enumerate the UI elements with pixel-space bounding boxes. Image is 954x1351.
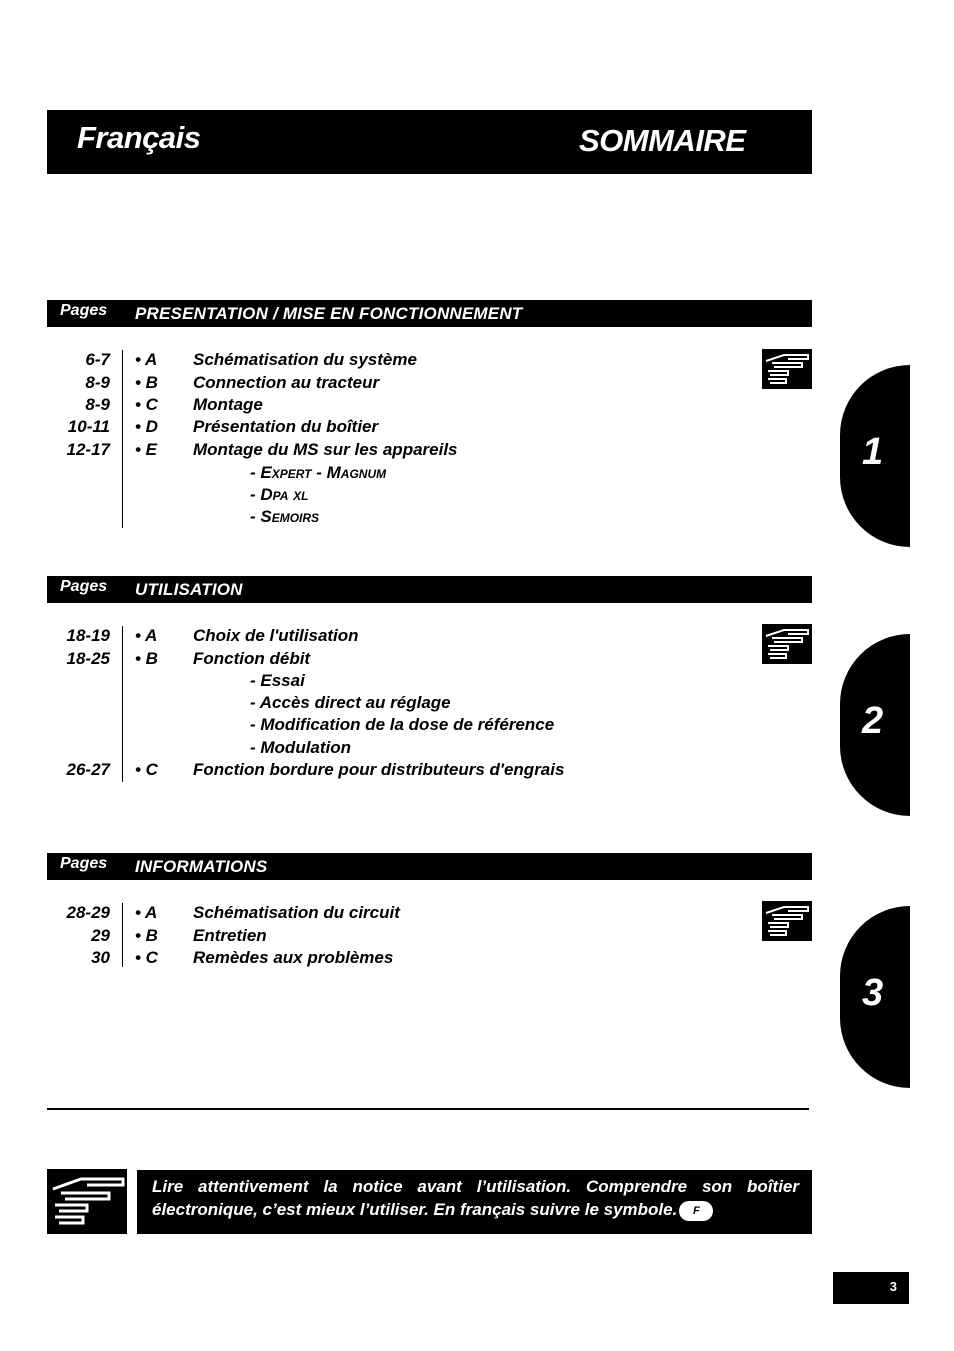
section-title: PRESENTATION / MISE EN FONCTIONNEMENT [135, 304, 523, 323]
divider [122, 350, 123, 528]
pages-label: Pages [60, 578, 108, 595]
pointing-hand-icon [762, 349, 812, 389]
chapter-tab-3[interactable]: 3 [840, 906, 910, 1088]
chapter-tab-1[interactable]: 1 [840, 365, 910, 547]
horizontal-rule [47, 1108, 809, 1110]
f-symbol-badge: F [679, 1201, 713, 1221]
section-title: INFORMATIONS [135, 857, 268, 876]
page-header [47, 110, 812, 174]
section-title: UTILISATION [135, 580, 243, 599]
section-header-presentation [47, 300, 812, 327]
pointing-hand-icon [762, 624, 812, 664]
pages-label: Pages [60, 302, 108, 319]
section-header-informations [47, 853, 812, 880]
chapter-tab-2[interactable]: 2 [840, 634, 910, 816]
section-header-utilisation [47, 576, 812, 603]
pointing-hand-icon [762, 901, 812, 941]
pointing-hand-icon [47, 1169, 127, 1234]
page-number: 3 [889, 1279, 897, 1294]
page-number-box [833, 1272, 909, 1304]
divider [122, 903, 123, 967]
language-label: Français [77, 120, 201, 155]
notice-box [137, 1170, 812, 1234]
notice-text-line1: Lire attentivement la notice avant l’utilisation. Comprendre son boîtier [152, 1177, 799, 1196]
pages-label: Pages [60, 855, 108, 872]
divider [122, 626, 123, 782]
notice-text-line2: électronique, c’est mieux l’utiliser. En français suivre le symbole. F [152, 1200, 713, 1221]
page-title: SOMMAIRE [579, 123, 746, 158]
